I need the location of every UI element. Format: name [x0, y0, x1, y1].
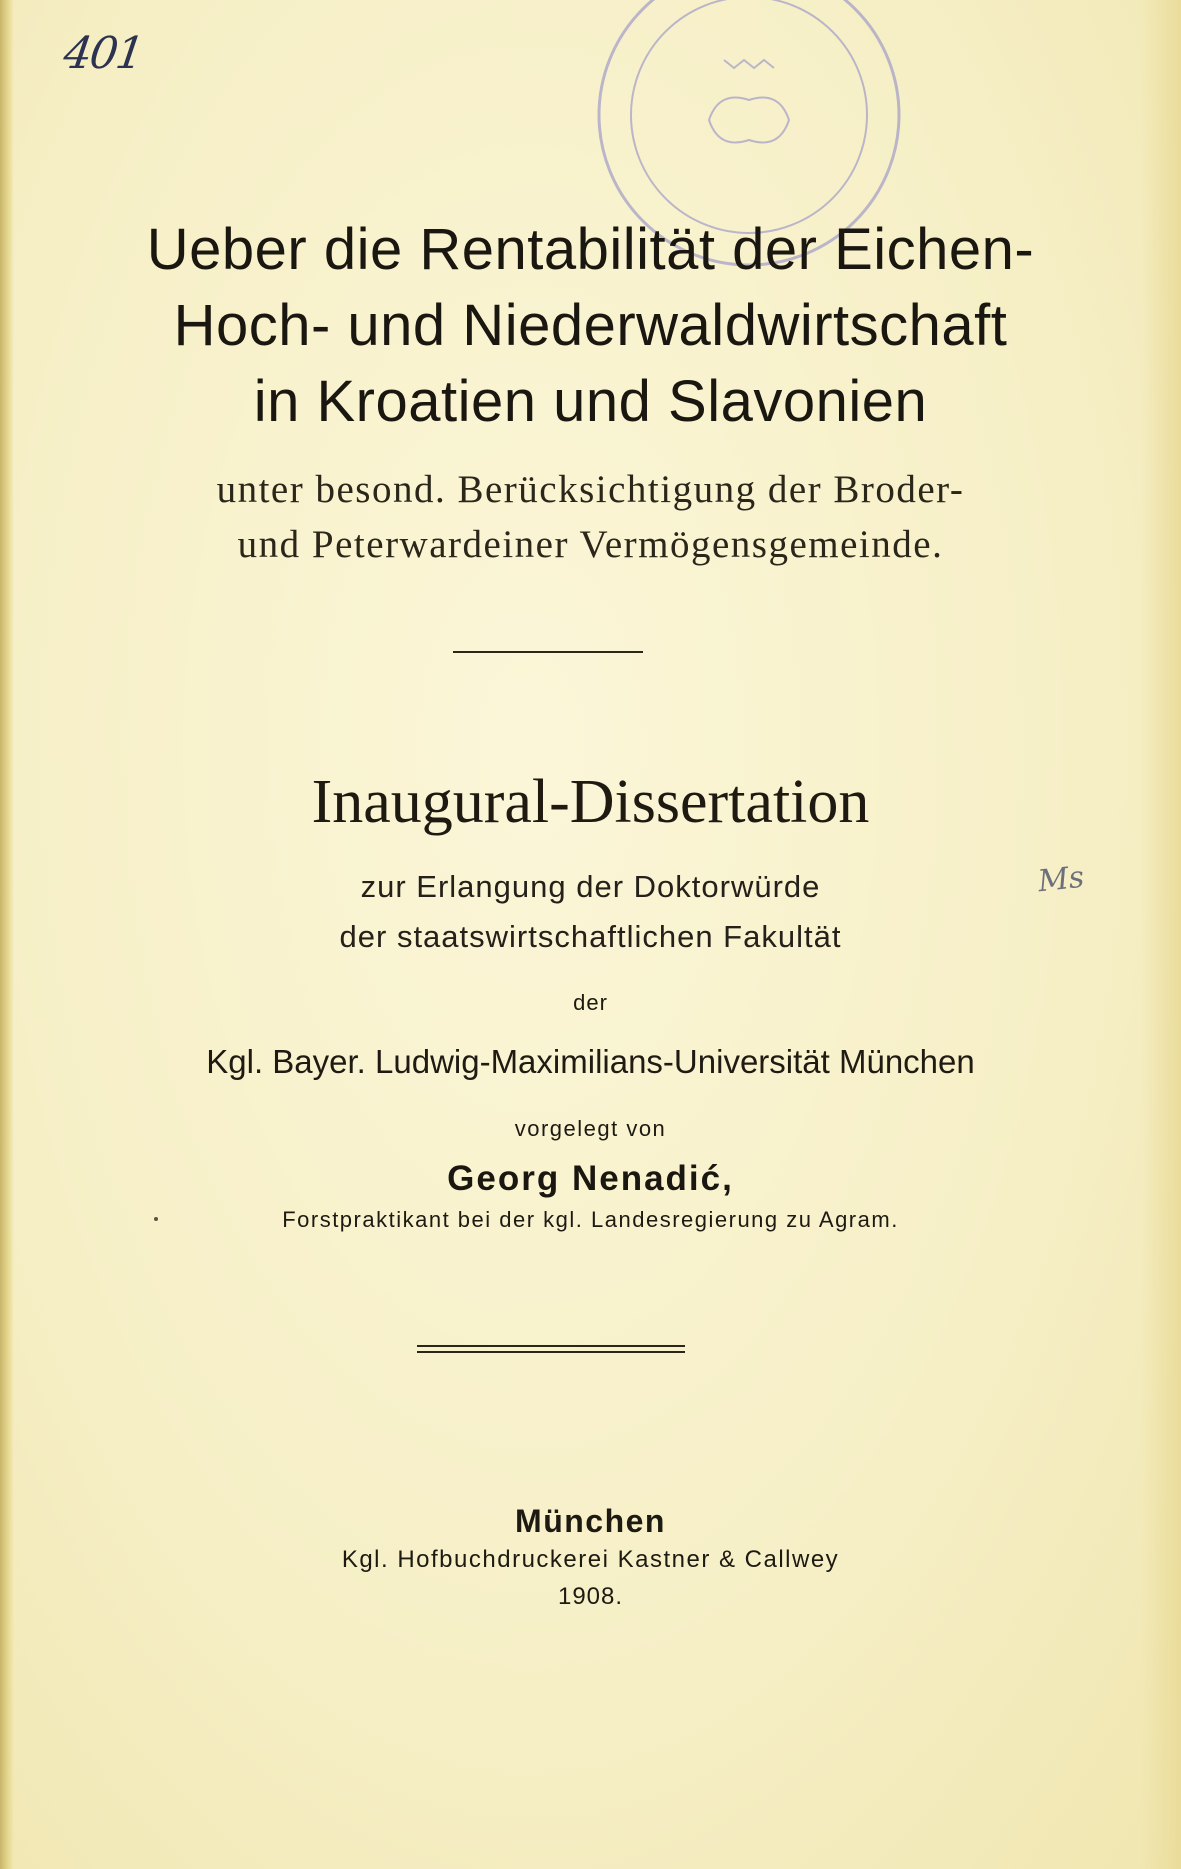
author-name: Georg Nenadić, — [447, 1159, 734, 1198]
conferral-line-1: zur Erlangung der Doktorwürde — [360, 869, 821, 904]
divider-rule — [453, 651, 643, 653]
der-text: der — [573, 990, 608, 1015]
imprint-city: München — [515, 1503, 666, 1539]
imprint-year: 1908. — [557, 1583, 624, 1610]
conferral-line-2: der staatswirtschaftlichen Fakultät — [339, 919, 842, 954]
dissertation-heading: Inaugural-Dissertation — [311, 768, 870, 836]
title-line-3: in Kroatien und Slavonien — [253, 369, 928, 434]
double-divider-rule — [417, 1345, 685, 1353]
title-block — [0, 212, 1181, 440]
title-line-1: Ueber die Rentabilität der Eichen- — [146, 217, 1035, 282]
subtitle-line-1: unter besond. Berücksichtigung der Broder- — [216, 468, 965, 511]
title-line-2: Hoch- und Niederwaldwirtschaft — [173, 293, 1008, 358]
subtitle-line-2: und Peterwardeiner Vermögensgemeinde. — [237, 523, 944, 566]
imprint-printer: Kgl. Hofbuchdruckerei Kastner & Callwey — [341, 1546, 840, 1573]
author-role: Forstpraktikant bei der kgl. Landesregierung zu Agram. — [282, 1207, 899, 1232]
presented-by-text: vorgelegt von — [514, 1116, 667, 1141]
subtitle-block — [0, 462, 1181, 572]
conferral-text — [0, 859, 1181, 962]
university-name: Kgl. Bayer. Ludwig-Maximilians-Universität München — [206, 1043, 975, 1080]
handwritten-margin-note: Ms — [1036, 859, 1086, 900]
handwritten-shelf-number: 401 — [60, 28, 146, 79]
